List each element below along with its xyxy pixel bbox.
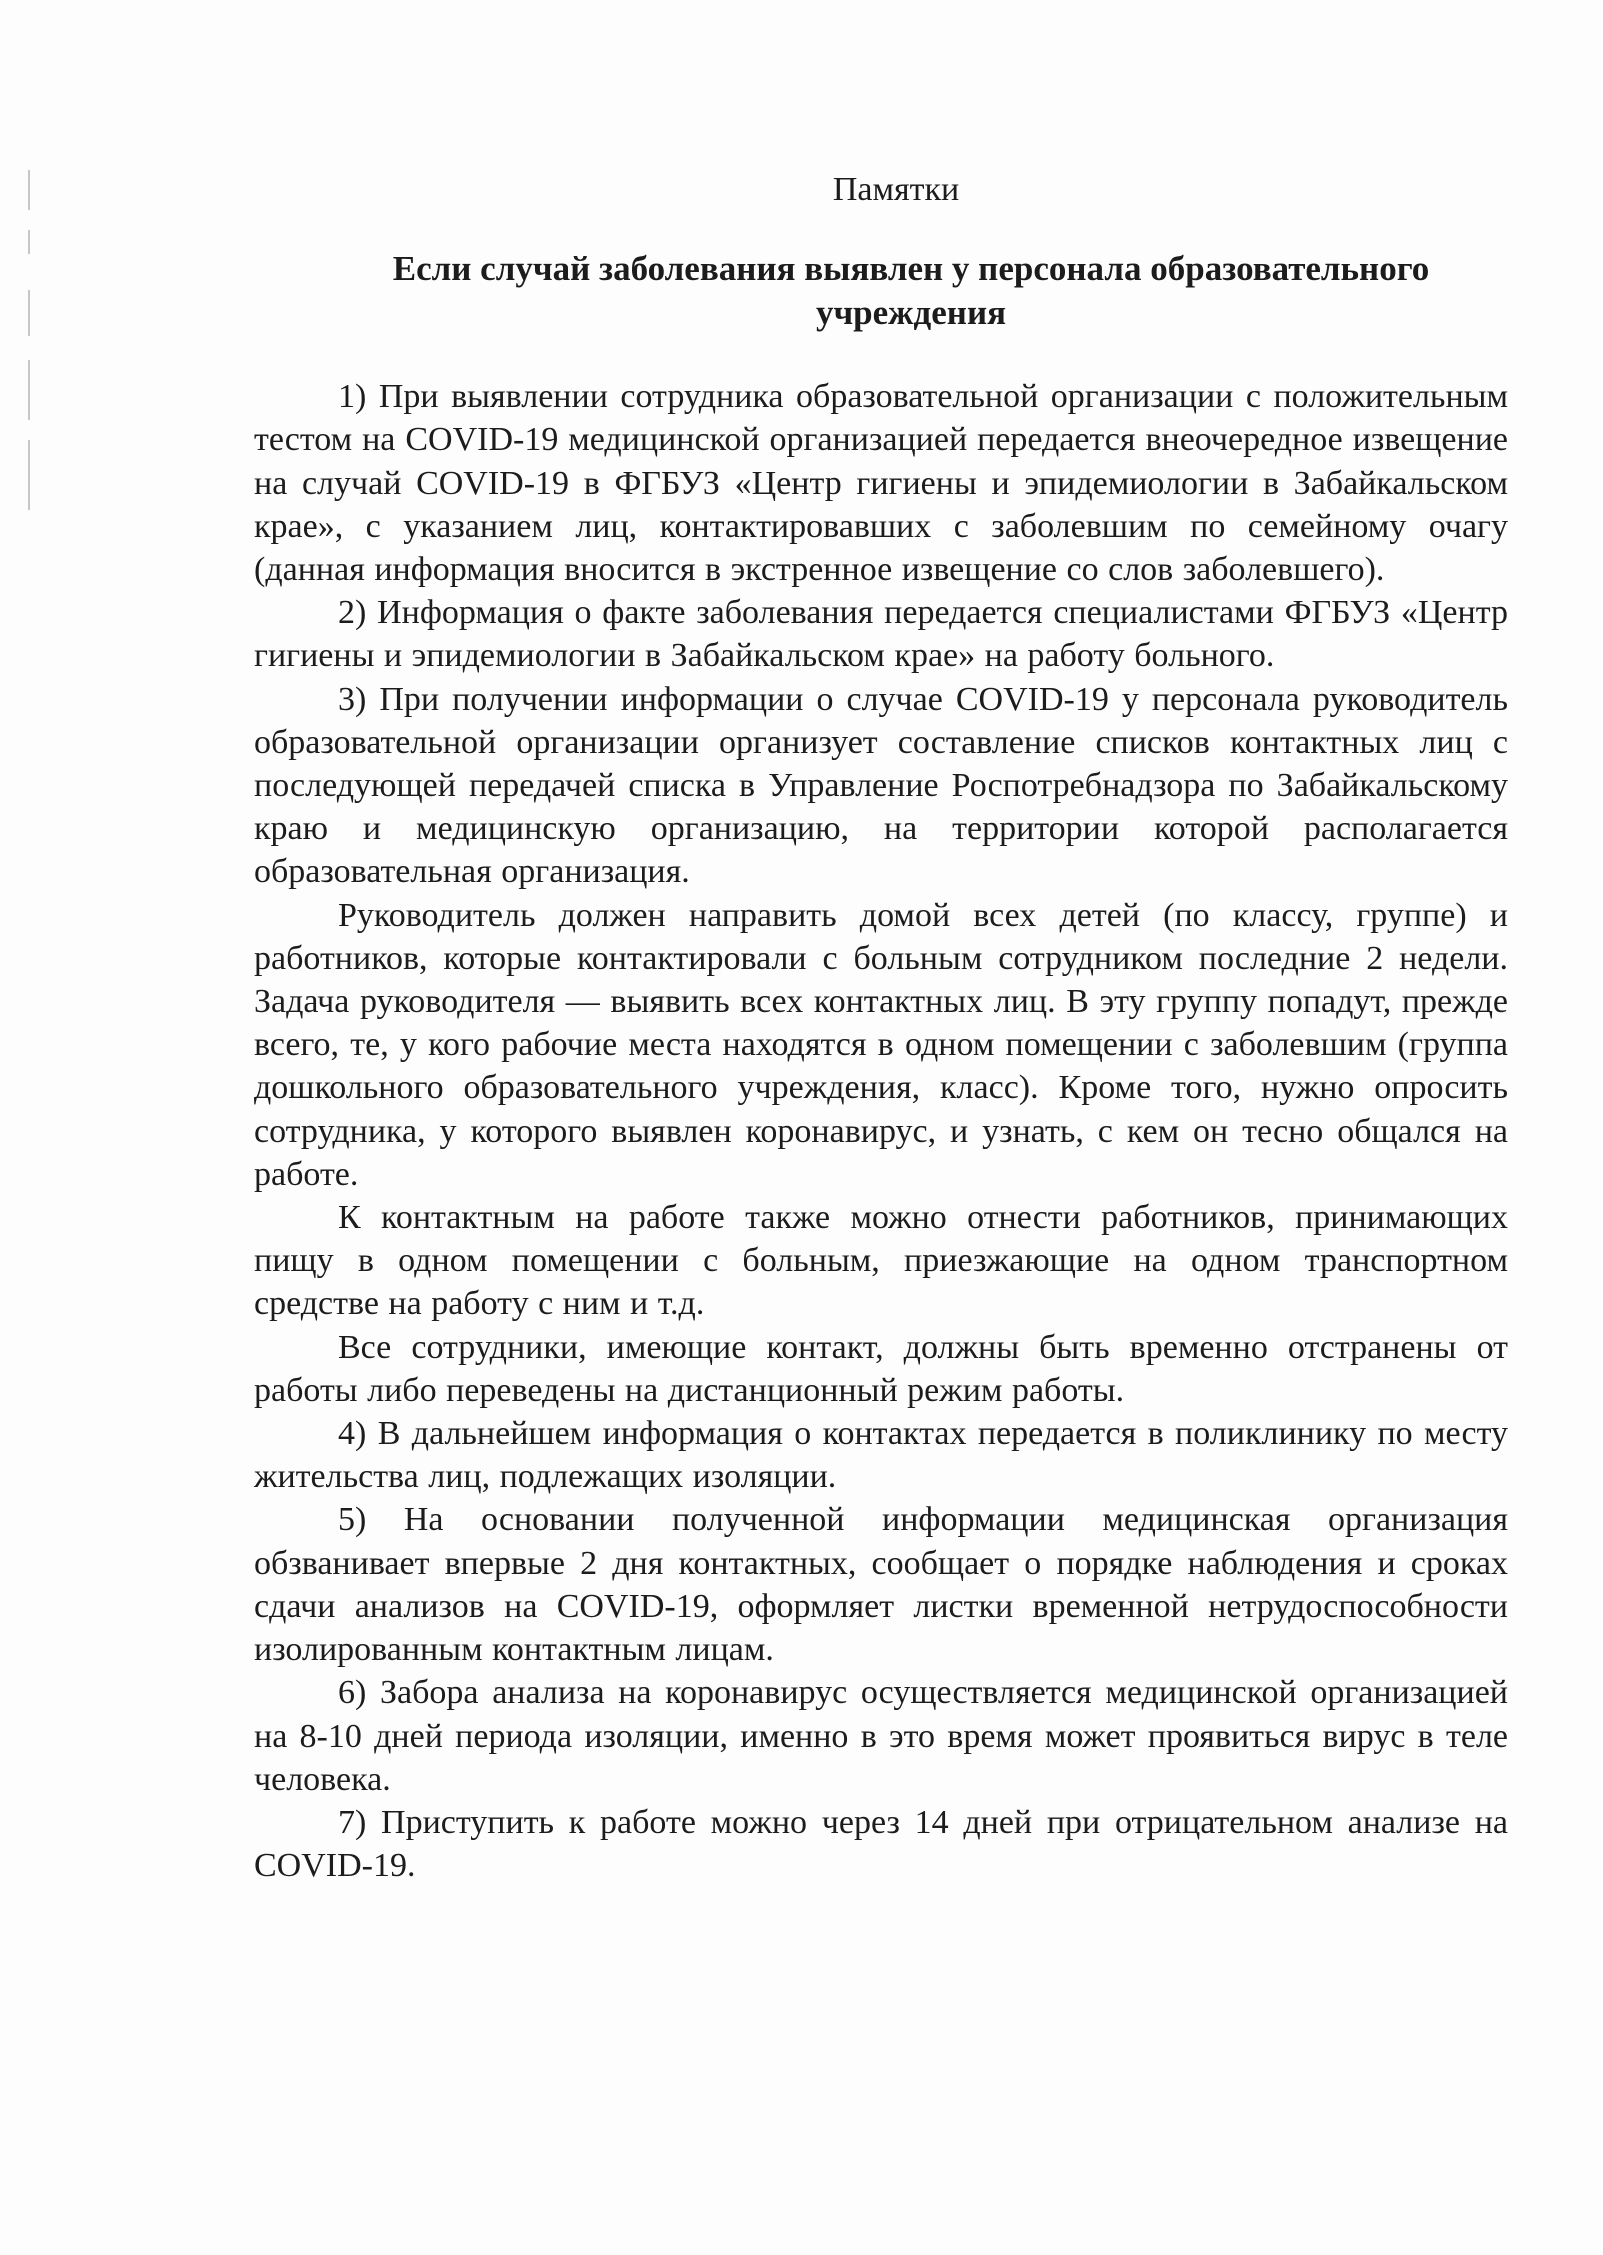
paragraph: Все сотрудники, имеющие контакт, должны быть временно отстранены от работы либо переведены на дистанционный режим работы. (254, 1328, 1508, 1409)
document-title: Если случай заболевания выявлен у персонала образовательного учреждения (392, 249, 1430, 333)
paragraph: 2) Информация о факте заболевания передается специалистами ФГБУЗ «Центр гигиены и эпидемиологии в Забайкальском крае» на работу больного. (254, 594, 1508, 675)
scan-artifact (28, 230, 30, 254)
scan-artifact (28, 440, 30, 510)
paragraph: 1) При выявлении сотрудника образовательной организации с положительным тестом на COVID-19 медицинской организацией передается внеочередное извещение на случай COVID-19 в ФГБУЗ «Центр гигиены и эпидемиологии в Забайкальском крае», с указанием лиц, контактировавших с заболевшим по семейному очагу (данная информация вносится в экстренное извещение со слов заболевшего). (254, 378, 1508, 589)
document-body (254, 168, 1508, 1887)
paragraph: 3) При получении информации о случае COVID-19 у персонала руководитель образовательной организации организует составление списков контактных лиц с последующей передачей списка в Управление Роспотребнадзора по Забайкальскому краю и медицинскую организацию, на территории которой располагается образовательная организация. (254, 680, 1508, 891)
paragraph: 6) Забора анализа на коронавирус осуществляется медицинской организацией на 8-10 дней периода изоляции, именно в это время может проявиться вирус в теле человека. (254, 1674, 1508, 1798)
paragraph: 7) Приступить к работе можно через 14 дней при отрицательном анализе на COVID-19. (254, 1803, 1508, 1885)
document-kicker: Памятки (832, 171, 960, 208)
paragraph: К контактным на работе также можно отнести работников, принимающих пищу в одном помещении с больным, приезжающие на одном транспортном средстве на работу с ним и т.д. (254, 1199, 1508, 1323)
paragraph: 4) В дальнейшем информация о контактах передается в поликлинику по месту жительства лиц, подлежащих изоляции. (254, 1415, 1508, 1496)
paragraph: 5) На основании полученной информации медицинская организация обзванивает впервые 2 дня контактных, сообщает о порядке наблюдения и сроках сдачи анализов на COVID-19, оформляет листки временной нетрудоспособности изолированным контактным лицам. (254, 1501, 1508, 1669)
paragraph: Руководитель должен направить домой всех детей (по классу, группе) и работников, которые контактировали с больным сотрудником последние 2 недели. Задача руководителя — выявить всех контактных лиц. В эту группу попадут, прежде всего, те, у кого рабочие места находятся в одном помещении с заболевшим (группа дошкольного образовательного учреждения, класс). Кроме того, нужно опросить сотрудника, у которого выявлен коронавирус, и узнать, с кем он тесно общался на работе. (254, 896, 1508, 1193)
scan-artifact (28, 290, 30, 336)
scan-artifact (28, 360, 30, 420)
scan-artifact (28, 170, 30, 210)
